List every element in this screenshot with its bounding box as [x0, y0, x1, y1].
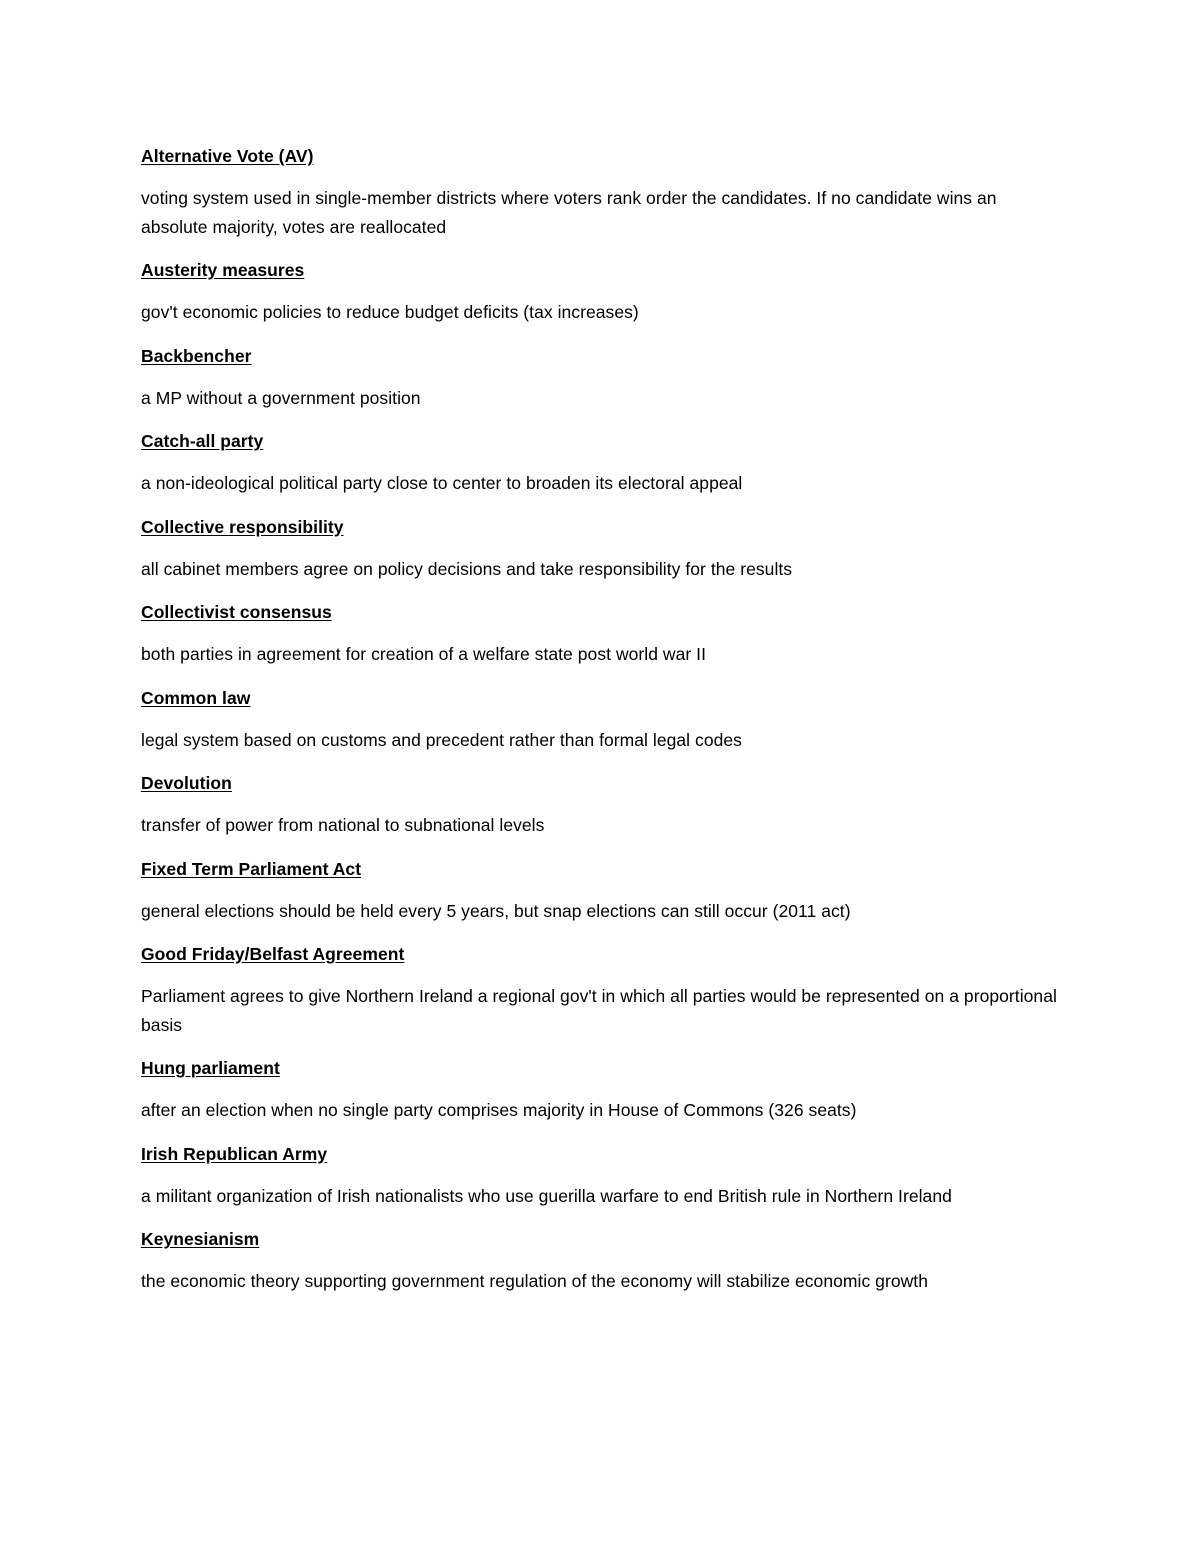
- term-definition: legal system based on customs and precedent rather than formal legal codes: [141, 729, 742, 750]
- term-heading: Collective responsibility: [141, 516, 344, 537]
- term-heading: Fixed Term Parliament Act: [141, 858, 362, 879]
- glossary-entry: [141, 1055, 1060, 1125]
- glossary-entry: [141, 1226, 1060, 1296]
- term-definition: after an election when no single party comprises majority in House of Commons (326 seats): [141, 1100, 857, 1120]
- term-heading: Collectivist consensus: [141, 602, 332, 622]
- term-definition: a militant organization of Irish nationalists who use guerilla warfare to end British rule in Northern Ireland: [141, 1185, 952, 1206]
- term-definition: gov't economic policies to reduce budget deficits (tax increases): [141, 302, 639, 322]
- term-definition: both parties in agreement for creation of a welfare state post world war II: [141, 644, 707, 664]
- term-heading: Alternative Vote (AV): [141, 146, 314, 166]
- term-heading: Austerity measures: [141, 260, 305, 280]
- term-heading: Keynesianism: [141, 1229, 260, 1249]
- term-definition: general elections should be held every 5 years, but snap elections can still occur (2011 act): [141, 900, 851, 921]
- glossary-entry: [141, 343, 1060, 413]
- glossary-entry: [141, 257, 1060, 327]
- term-heading: Common law: [141, 687, 251, 708]
- term-heading: Hung parliament: [141, 1058, 280, 1078]
- glossary-entry: [141, 428, 1060, 498]
- glossary-entry: [141, 856, 1060, 926]
- term-definition: Parliament agrees to give Northern Ireland a regional gov't in which all parties would be represented on a proportional basis: [141, 986, 1057, 1035]
- term-definition: voting system used in single-member districts where voters rank order the candidates. If no candidate wins an absolute majority, votes are reallocated: [141, 188, 997, 237]
- glossary-entry: [141, 941, 1060, 1039]
- glossary-entry: [141, 599, 1060, 669]
- term-definition: transfer of power from national to subnational levels: [141, 815, 545, 835]
- term-heading: Catch-all party: [141, 431, 264, 451]
- term-heading: Good Friday/Belfast Agreement: [141, 944, 405, 964]
- glossary-entry: [141, 514, 1060, 584]
- glossary-entry: [141, 770, 1060, 840]
- term-definition: all cabinet members agree on policy decisions and take responsibility for the results: [141, 558, 793, 579]
- glossary-entry: [141, 143, 1060, 241]
- term-definition: a non-ideological political party close to center to broaden its electoral appeal: [141, 473, 743, 493]
- term-definition: a MP without a government position: [141, 387, 421, 408]
- term-heading: Devolution: [141, 773, 232, 793]
- term-heading: Irish Republican Army: [141, 1143, 328, 1164]
- term-definition: the economic theory supporting government regulation of the economy will stabilize economic growth: [141, 1271, 928, 1291]
- glossary-entry: [141, 685, 1060, 755]
- term-heading: Backbencher: [141, 345, 252, 366]
- glossary-entry: [141, 1141, 1060, 1211]
